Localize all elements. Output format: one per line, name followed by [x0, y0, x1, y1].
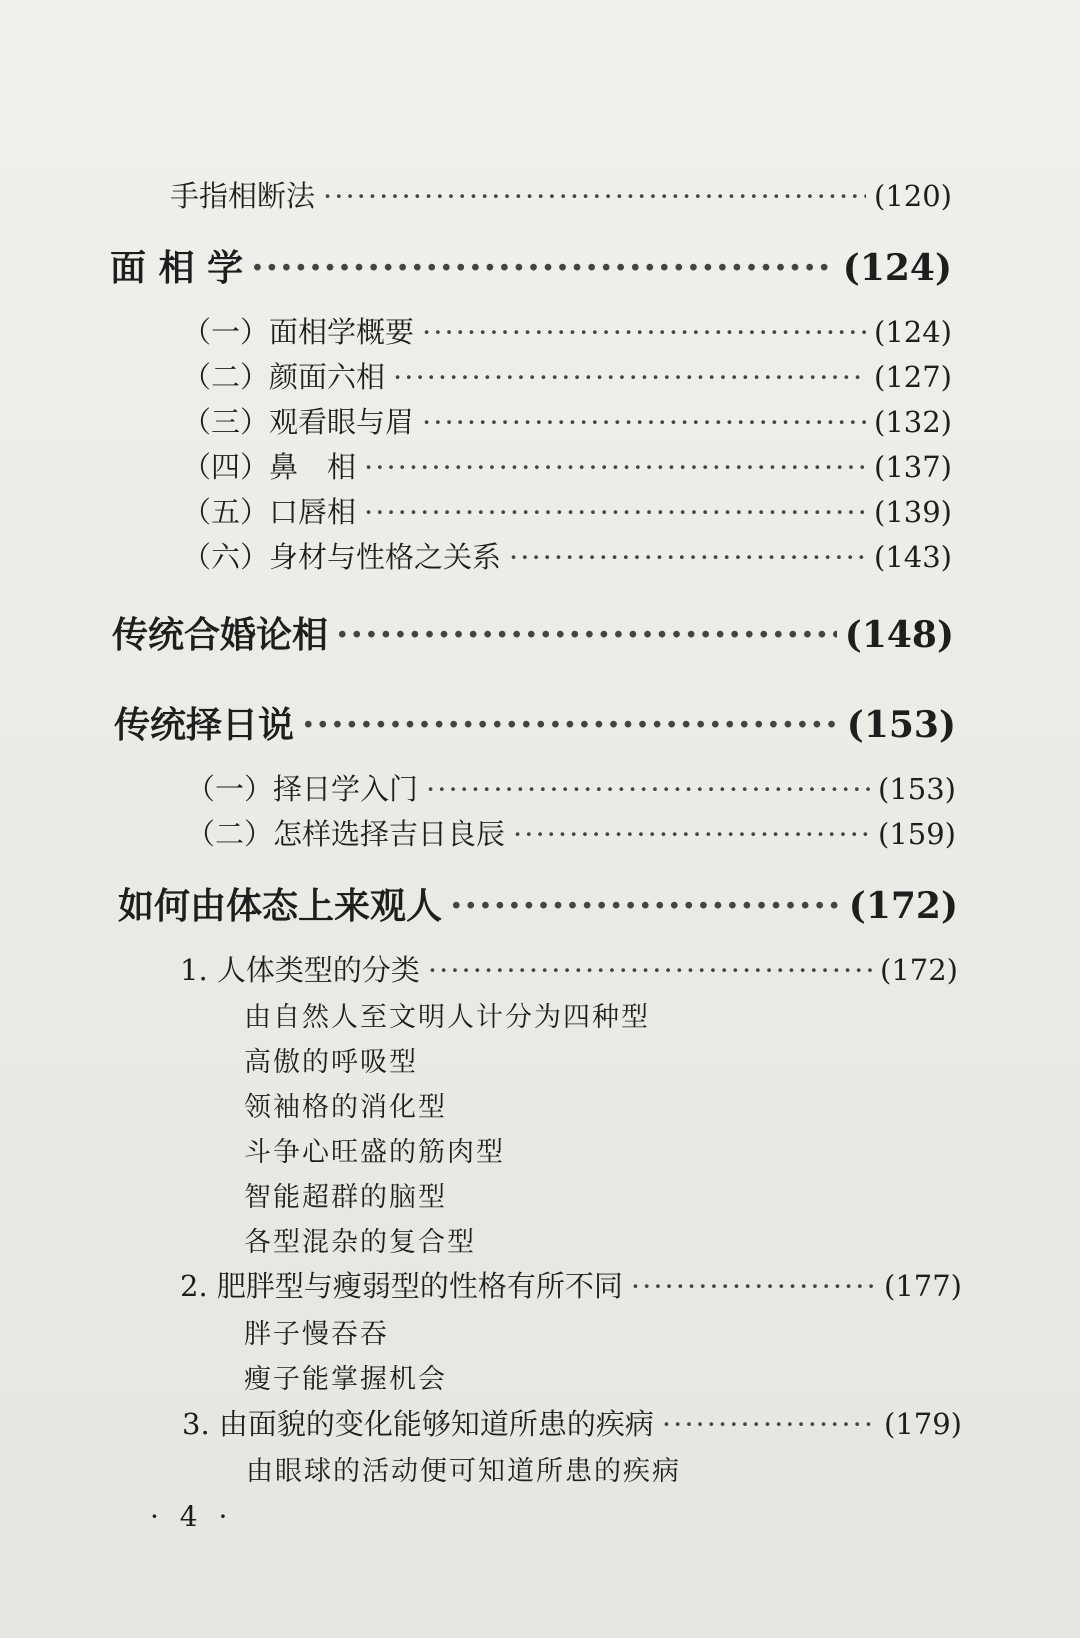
dot-leader — [323, 179, 866, 213]
toc-entry — [182, 1402, 962, 1443]
dot-leader — [251, 247, 835, 289]
toc-page-number: (137) — [874, 450, 952, 484]
toc-page-number: (179) — [884, 1407, 962, 1441]
toc-entry-title: 3. 由面貌的变化能够知道所患的疾病 — [182, 1407, 654, 1441]
toc-item: 瘦子能掌握机会 — [244, 1364, 447, 1395]
toc-entry — [182, 535, 952, 576]
dot-leader — [393, 360, 866, 394]
toc-entry — [170, 174, 952, 215]
toc-item: 各型混杂的复合型 — [244, 1227, 476, 1258]
toc-entry — [180, 1264, 962, 1305]
toc-chapter-title: 如何由体态上来观人 — [118, 885, 443, 927]
dot-leader — [509, 540, 866, 574]
dot-leader — [426, 772, 870, 806]
toc-item: 智能超群的脑型 — [244, 1182, 447, 1213]
toc-item: 领袖格的消化型 — [244, 1092, 447, 1123]
toc-entry-title: （三）观看眼与眉 — [182, 405, 415, 439]
toc-entry — [182, 355, 952, 396]
toc-chapter-title: 传统合婚论相 — [112, 614, 329, 656]
toc-entry-title: （六）身材与性格之关系 — [182, 540, 502, 574]
dot-leader — [422, 405, 866, 439]
toc-entry — [182, 445, 952, 486]
toc-entry-title: （一）择日学入门 — [186, 772, 419, 806]
dot-leader — [662, 1407, 876, 1441]
toc-page-number: (148) — [844, 614, 954, 656]
toc-chapter — [112, 607, 954, 658]
toc-entry — [182, 310, 952, 351]
toc-entry — [186, 812, 956, 853]
toc-entry-title: （一）面相学概要 — [182, 315, 415, 349]
dot-leader — [513, 817, 870, 851]
toc-item: 斗争心旺盛的筋肉型 — [244, 1137, 505, 1168]
dot-leader — [364, 450, 866, 484]
dot-leader — [450, 885, 841, 927]
toc-entry-title: 1. 人体类型的分类 — [180, 953, 420, 987]
toc-page-number: (124) — [842, 247, 952, 289]
toc-chapter — [114, 697, 956, 748]
toc-entry — [186, 767, 956, 808]
toc-entry — [182, 400, 952, 441]
toc-item: 由眼球的活动便可知道所患的疾病 — [246, 1456, 681, 1487]
toc-entry-title: （二）颜面六相 — [182, 360, 386, 394]
toc-page-number: (159) — [878, 817, 956, 851]
toc-page-number: (124) — [874, 315, 952, 349]
toc-entry-title: 手指相断法 — [170, 179, 316, 213]
toc-entry-title: （二）怎样选择吉日良辰 — [186, 817, 506, 851]
toc-page-number: (143) — [874, 540, 952, 574]
dot-leader — [422, 315, 866, 349]
toc-entry-title: 2. 肥胖型与瘦弱型的性格有所不同 — [180, 1269, 623, 1303]
toc-item: 胖子慢吞吞 — [244, 1319, 389, 1350]
toc-page-number: (120) — [874, 179, 952, 213]
dot-leader — [302, 704, 839, 746]
toc-entry-title: （四）鼻 相 — [182, 450, 357, 484]
toc-page-number: (177) — [884, 1269, 962, 1303]
toc-chapter — [118, 878, 958, 929]
toc-page-number: (172) — [848, 885, 958, 927]
toc-page-number: (127) — [874, 360, 952, 394]
dot-leader — [364, 495, 866, 529]
toc-entry — [180, 948, 958, 989]
toc-page-number: (153) — [878, 772, 956, 806]
toc-chapter — [110, 240, 952, 291]
dot-leader — [631, 1269, 876, 1303]
toc-item: 由自然人至文明人计分为四种型 — [244, 1002, 650, 1033]
toc-page-number: (132) — [874, 405, 952, 439]
toc-page-number: (153) — [846, 704, 956, 746]
toc-page-number: (172) — [880, 953, 958, 987]
toc-entry — [182, 490, 952, 531]
toc-chapter-title: 面 相 学 — [110, 247, 244, 289]
toc-page-number: (139) — [874, 495, 952, 529]
toc-item: 高傲的呼吸型 — [244, 1047, 418, 1078]
toc-entry-title: （五）口唇相 — [182, 495, 357, 529]
dot-leader — [428, 953, 872, 987]
page-number-footer: · 4 · — [150, 1500, 234, 1533]
toc-chapter-title: 传统择日说 — [114, 704, 295, 746]
dot-leader — [336, 614, 837, 656]
